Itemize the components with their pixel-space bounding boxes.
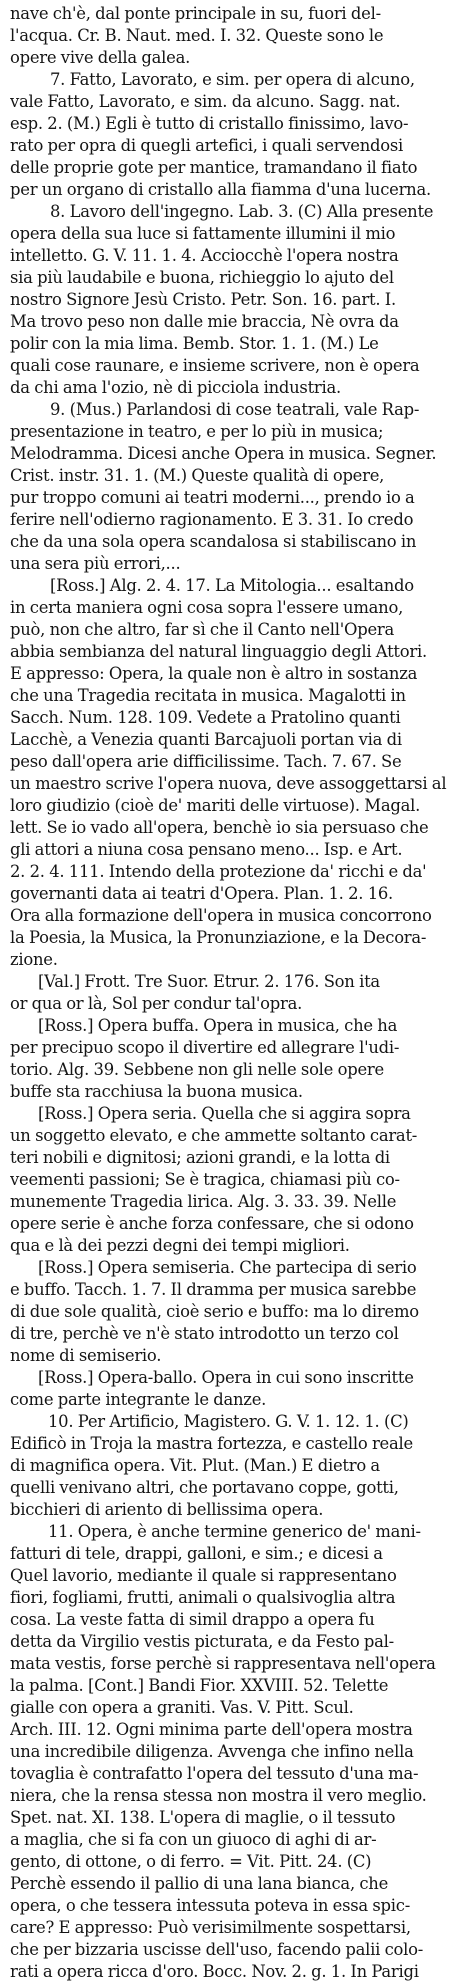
text-line: sia più laudabile e buona, richieggio lo ajuto del xyxy=(10,268,394,287)
text-line: fiori, fogliami, frutti, animali o qualsivoglia altra xyxy=(10,1588,396,1607)
text-line: veementi passioni; Se è tragica, chiamasi più co- xyxy=(10,1170,400,1189)
text-line: un maestro scrive l'opera nuova, deve assoggettarsi al xyxy=(10,774,447,793)
text-line: Ma trovo peso non dalle mie braccia, Nè ovra da xyxy=(10,312,399,331)
text-line: 8. Lavoro dell'ingegno. Lab. 3. (C) Alla presente xyxy=(50,202,434,221)
text-line: [Val.] Frott. Tre Suor. Etrur. 2. 176. Son ita xyxy=(38,972,380,991)
text-line: 7. Fatto, Lavorato, e sim. per opera di alcuno, xyxy=(50,70,415,89)
text-line: di due sole qualità, cioè serio e buffo: ma lo diremo xyxy=(10,1302,419,1321)
text-line: Spet. nat. XI. 138. L'opera di maglie, o il tessuto xyxy=(10,1808,396,1827)
text-line: Quel lavorio, mediante il quale si rappresentano xyxy=(10,1566,397,1585)
text-line: torio. Alg. 39. Sebbene non gli nelle sole opere xyxy=(10,1060,384,1079)
text-line: niera, che la rensa stessa non mostra il vero meglio. xyxy=(10,1786,427,1805)
text-line: tovaglia è contrafatto l'opera del tessuto d'una ma- xyxy=(10,1764,419,1783)
text-line: opere serie è anche forza confessare, che si odono xyxy=(10,1214,414,1233)
text-line: 9. (Mus.) Parlandosi di cose teatrali, vale Rap- xyxy=(50,400,420,419)
text-line: presentazione in teatro, e per lo più in musica; xyxy=(10,422,384,441)
text-line: [Ross.] Alg. 2. 4. 17. La Mitologia... esaltando xyxy=(50,576,414,595)
text-line: come parte integrante le danze. xyxy=(10,1390,267,1409)
text-line: un soggetto elevato, e che ammette soltanto carat- xyxy=(10,1126,418,1145)
text-line: pur troppo comuni ai teatri moderni..., prendo io a xyxy=(10,488,415,507)
text-line: Crist. instr. 31. 1. (M.) Queste qualità di opere, xyxy=(10,466,385,485)
text-line: [Ross.] Opera buffa. Opera in musica, che ha xyxy=(38,1016,398,1035)
text-line: or qua or là, Sol per condur tal'opra. xyxy=(10,994,303,1013)
text-line: abbia sembianza del natural linguaggio degli Attori. xyxy=(10,642,427,661)
text-line: gli attori a niuna cosa pensano meno... Isp. e Art. xyxy=(10,840,403,859)
text-line: la palma. [Cont.] Bandi Fior. XXVIII. 52. Telette xyxy=(10,1676,389,1695)
text-line: zione. xyxy=(10,950,58,969)
text-line: nostro Signore Jesù Cristo. Petr. Son. 16. part. I. xyxy=(10,290,396,309)
text-line: ferire nell'odierno ragionamento. E 3. 31. Io credo xyxy=(10,510,414,529)
text-line: 2. 2. 4. 111. Intendo della protezione da' ricchi e da' xyxy=(10,862,427,881)
text-line: Arch. III. 12. Ogni minima parte dell'opera mostra xyxy=(10,1720,413,1739)
text-line: per precipuo scopo il divertire ed allegrare l'udi- xyxy=(10,1038,400,1057)
text-line: 10. Per Artificio, Magistero. G. V. 1. 12. 1. (C) xyxy=(48,1412,409,1431)
text-line: peso dall'opera arie difficilissime. Tach. 7. 67. Se xyxy=(10,752,402,771)
text-line: teri nobili e dignitosi; azioni grandi, e la lotta di xyxy=(10,1148,390,1167)
text-line: care? E appresso: Può verisimilmente sospettarsi, xyxy=(10,1918,411,1937)
text-line: quali cose raunare, e insieme scrivere, non è opera xyxy=(10,356,420,375)
text-line: rati a opera ricca d'oro. Bocc. Nov. 2. g. 1. In Parigi xyxy=(10,1962,419,1981)
text-line: buffe sta racchiusa la buona musica. xyxy=(10,1082,303,1101)
text-line: Melodramma. Dicesi anche Opera in musica. Segner. xyxy=(10,444,437,463)
text-line: opera, o che tessera intessuta poteva in essa spic- xyxy=(10,1896,410,1915)
text-line: fatturi di tele, drappi, galloni, e sim.; e dicesi a xyxy=(10,1544,383,1563)
text-line: in certa maniera ogni cosa sopra l'essere umano, xyxy=(10,598,404,617)
text-line: da chi ama l'ozio, nè di picciola industria. xyxy=(10,378,341,397)
text-line: l'acqua. Cr. B. Naut. med. I. 32. Queste sono le xyxy=(10,26,384,45)
text-line: intelletto. G. V. 11. 1. 4. Acciocchè l'opera nostra xyxy=(10,246,399,265)
text-line: può, non che altro, far sì che il Canto nell'Opera xyxy=(10,620,395,639)
text-line: munemente Tragedia lirica. Alg. 3. 33. 39. Nelle xyxy=(10,1192,397,1211)
text-line: una incredibile diligenza. Avvenga che infino nella xyxy=(10,1742,414,1761)
text-line: [Ross.] Opera seria. Quella che si aggira sopra xyxy=(38,1104,411,1123)
text-line: a maglia, che si fa con un giuoco di aghi di ar- xyxy=(10,1830,377,1849)
text-line: e buffo. Tacch. 1. 7. Il dramma per musica sarebbe xyxy=(10,1280,417,1299)
text-line: cosa. La veste fatta di simil drappo a opera fu xyxy=(10,1610,375,1629)
text-line: quelli venivano altri, che portavano coppe, gotti, xyxy=(10,1478,399,1497)
text-line: bicchieri di ariento di bellissima opera. xyxy=(10,1500,324,1519)
text-line: 11. Opera, è anche termine generico de' mani- xyxy=(48,1522,421,1541)
text-line: Ora alla formazione dell'opera in musica concorrono xyxy=(10,906,432,925)
text-line: di tre, perchè ve n'è stato introdotto un terzo col xyxy=(10,1324,399,1343)
text-line: qua e là dei pezzi degni dei tempi migliori. xyxy=(10,1236,350,1255)
text-line: polir con la mia lima. Bemb. Stor. 1. 1. (M.) Le xyxy=(10,334,379,353)
text-line: gialle con opera a graniti. Vas. V. Pitt. Scul. xyxy=(10,1698,354,1717)
text-line: loro giudizio (cioè de' mariti delle virtuose). Magal. xyxy=(10,796,421,815)
text-line: Edificò in Troja la mastra fortezza, e castello reale xyxy=(10,1434,413,1453)
text-line: mata vestis, forse perchè si rappresentava nell'opera xyxy=(10,1654,436,1673)
text-line: governanti data ai teatri d'Opera. Plan. 1. 2. 16. xyxy=(10,884,394,903)
text-line: Perchè essendo il pallio di una lana bianca, che xyxy=(10,1874,389,1893)
text-line: [Ross.] Opera-ballo. Opera in cui sono inscritte xyxy=(38,1368,414,1387)
text-line: [Ross.] Opera semiseria. Che partecipa di serio xyxy=(38,1258,417,1277)
text-line: gento, di ottone, o di ferro. = Vit. Pitt. 24. (C) xyxy=(10,1852,372,1871)
text-line: la Poesia, la Musica, la Pronunziazione, e la Decora- xyxy=(10,928,427,947)
text-line: rato per opra di quegli artefici, i quali servendosi xyxy=(10,136,404,155)
text-line: opera della sua luce si fattamente illumini il mio xyxy=(10,224,396,243)
text-line: opere vive della galea. xyxy=(10,48,191,67)
text-line: E appresso: Opera, la quale non è altro in sostanza xyxy=(10,664,418,683)
text-line: per un organo di cristallo alla fiamma d'una lucerna. xyxy=(10,180,431,199)
text-line: delle proprie gote per mantice, tramandano il fiato xyxy=(10,158,418,177)
text-line: di magnifica opera. Vit. Plut. (Man.) E dietro a xyxy=(10,1456,380,1475)
text-line: una sera più errori,... xyxy=(10,554,181,573)
text-line: Lacchè, a Venezia quanti Barcajuoli portan via di xyxy=(10,730,402,749)
text-line: che una Tragedia recitata in musica. Magalotti in xyxy=(10,686,406,705)
text-line: vale Fatto, Lavorato, e sim. da alcuno. Sagg. nat. xyxy=(10,92,401,111)
text-line: che da una sola opera scandalosa si stabiliscano in xyxy=(10,532,417,551)
text-line: nome di semiserio. xyxy=(10,1346,162,1365)
text-line: Sacch. Num. 128. 109. Vedete a Pratolino quanti xyxy=(10,708,401,727)
text-line: lett. Se io vado all'opera, benchè io sia persuaso che xyxy=(10,818,429,837)
text-line: che per bizzaria uscisse dell'uso, facendo palii colo- xyxy=(10,1940,424,1959)
text-line: nave ch'è, dal ponte principale in su, fuori del- xyxy=(10,4,381,23)
text-line: esp. 2. (M.) Egli è tutto di cristallo finissimo, lavo- xyxy=(10,114,409,133)
text-line: detta da Virgilio vestis picturata, e da Festo pal- xyxy=(10,1632,394,1651)
